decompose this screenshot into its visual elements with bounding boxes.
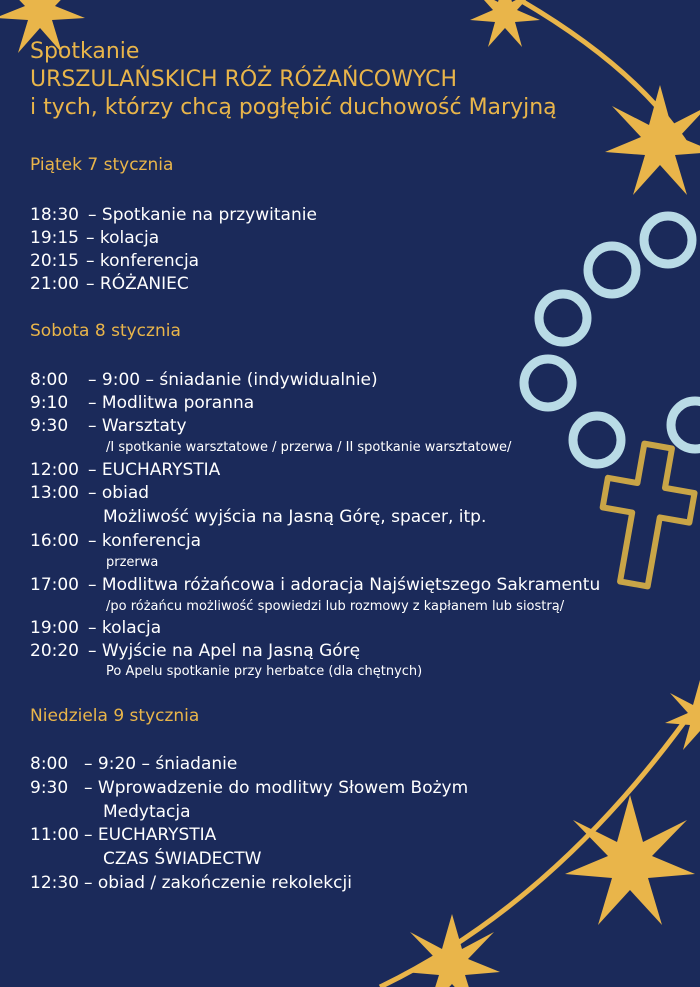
- schedule-item: [30, 530, 201, 552]
- schedule-note: przerwa: [106, 555, 159, 570]
- day-heading-friday: Piątek 7 stycznia: [30, 155, 174, 175]
- schedule-note: /po różańcu możliwość spowiedzi lub rozmowy z kapłanem lub siostrą/: [106, 599, 565, 614]
- item-time: 18:30: [30, 205, 79, 225]
- rosary-beads: [524, 216, 700, 464]
- schedule-subitem: CZAS ŚWIADECTW: [103, 849, 262, 869]
- item-time: 9:30: [30, 778, 69, 798]
- item-time: 19:00: [30, 618, 79, 638]
- schedule-item: [30, 273, 189, 295]
- day-heading-saturday: Sobota 8 stycznia: [30, 321, 181, 341]
- item-text: – EUCHARYSTIA: [88, 460, 221, 480]
- rosary-bead-icon: [524, 359, 572, 407]
- item-text: – obiad: [88, 483, 150, 503]
- item-time: 12:00: [30, 460, 79, 480]
- item-time: 8:00: [30, 754, 69, 774]
- item-time: 13:00: [30, 483, 79, 503]
- item-text: – Wyjście na Apel na Jasną Górę: [88, 641, 361, 661]
- rosary-bead-icon: [644, 216, 692, 264]
- item-text: – konferencja: [88, 531, 202, 551]
- title-line-2: URSZULAŃSKICH RÓŻ RÓŻAŃCOWYCH: [30, 67, 457, 92]
- item-text: – RÓŻANIEC: [86, 274, 189, 294]
- schedule-item: [30, 617, 161, 639]
- item-time: 19:15: [30, 228, 79, 248]
- item-time: 12:30: [30, 873, 79, 893]
- item-text: – Spotkanie na przywitanie: [88, 205, 317, 225]
- item-time: 17:00: [30, 575, 79, 595]
- item-text: – kolacja: [88, 618, 162, 638]
- schedule-item: [30, 824, 216, 846]
- item-time: 16:00: [30, 531, 79, 551]
- rosary-bead-icon: [588, 246, 636, 294]
- item-text: – Modlitwa poranna: [88, 393, 255, 413]
- schedule-item: [30, 482, 149, 504]
- rosary-bead-icon: [671, 401, 700, 449]
- item-time: 9:10: [30, 393, 69, 413]
- schedule-item: [30, 392, 254, 414]
- item-time: 9:30: [30, 416, 69, 436]
- schedule-item: [30, 640, 360, 662]
- schedule-item: [30, 459, 220, 481]
- item-time: 21:00: [30, 274, 79, 294]
- title-line-1: Spotkanie: [30, 39, 140, 64]
- item-text: – konferencja: [86, 251, 200, 271]
- item-text: – obiad / zakończenie rekolekcji: [84, 873, 352, 893]
- schedule-item: [30, 415, 187, 437]
- item-text: – 9:00 – śniadanie (indywidualnie): [88, 370, 378, 390]
- schedule-item: [30, 872, 352, 894]
- schedule-subitem: Medytacja: [103, 802, 191, 822]
- item-text: – Wprowadzenie do modlitwy Słowem Bożym: [84, 778, 469, 798]
- event-title: [30, 38, 557, 122]
- item-time: 20:20: [30, 641, 79, 661]
- schedule-item: [30, 369, 378, 391]
- item-time: 20:15: [30, 251, 79, 271]
- item-text: – 9:20 – śniadanie: [84, 754, 238, 774]
- schedule-item: [30, 204, 317, 226]
- schedule-note: /I spotkanie warsztatowe / przerwa / II spotkanie warsztatowe/: [106, 440, 512, 455]
- item-text: – Warsztaty: [88, 416, 187, 436]
- schedule-subitem: Możliwość wyjścia na Jasną Górę, spacer, itp.: [103, 507, 487, 527]
- title-line-3: i tych, którzy chcą pogłębić duchowość Maryjną: [30, 95, 557, 120]
- rosary-bead-icon: [573, 416, 621, 464]
- star-icon: [565, 795, 695, 925]
- schedule-item: [30, 777, 468, 799]
- schedule-item: [30, 574, 600, 596]
- item-text: – Modlitwa różańcowa i adoracja Najświętszego Sakramentu: [88, 575, 601, 595]
- item-time: 11:00: [30, 825, 79, 845]
- schedule-note: Po Apelu spotkanie przy herbatce (dla chętnych): [106, 664, 423, 679]
- rosary-bead-icon: [539, 294, 587, 342]
- item-text: – kolacja: [86, 228, 160, 248]
- schedule-item: [30, 250, 199, 272]
- item-text: – EUCHARYSTIA: [84, 825, 217, 845]
- day-heading-sunday: Niedziela 9 stycznia: [30, 706, 200, 726]
- schedule-item: [30, 753, 237, 775]
- schedule-item: [30, 227, 159, 249]
- item-time: 8:00: [30, 370, 69, 390]
